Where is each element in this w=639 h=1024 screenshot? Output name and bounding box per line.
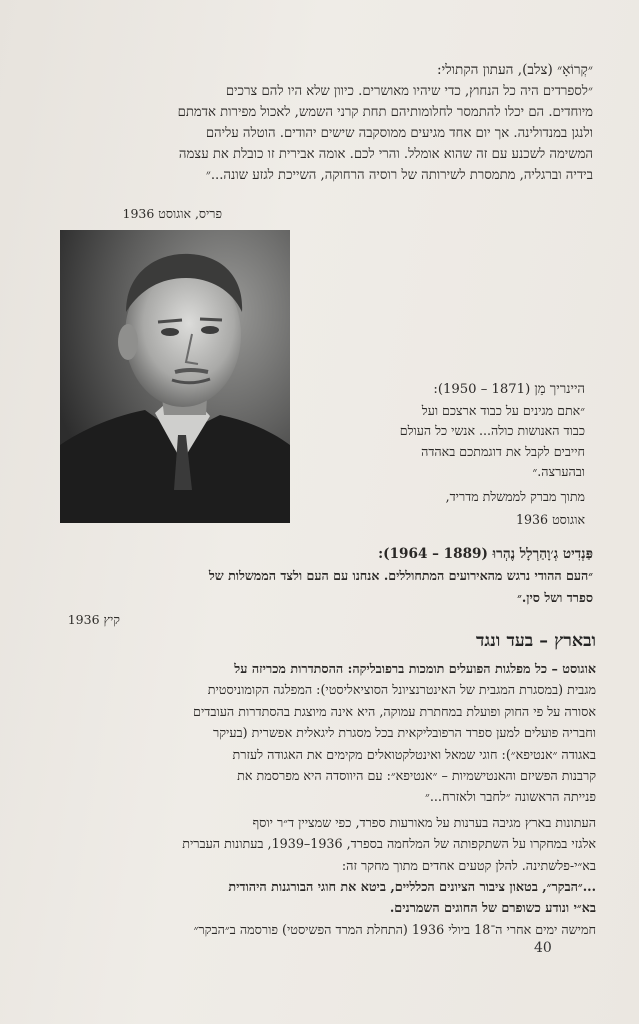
body-line: מגבית (במסגרת המגבית של האינטרנציונל הסוציאליסטי): המפלגה הקומוניסטית	[207, 682, 596, 698]
mann-name: היינריך מַן (1871 – 1950):	[433, 382, 585, 397]
quote-line: בידיה וברגליה, מתמסרת לשירותה של רוסיה הרחוקה, השייכת לגזע שונה...״	[205, 168, 593, 183]
mann-source-date: אוגוסט 1936	[516, 511, 585, 527]
quote-line: ״לספרדים היה כל הנחוץ, כדי שיהיו מאושרים. כיוון שלא היו להם צרכים	[225, 84, 593, 99]
mann-quote-line: ובהערצה.״	[532, 464, 585, 479]
body-line: העתונות בארץ מגיבה בערנות על מאורעות ספרד, כפי שמציין ד״ר יוסף	[252, 814, 596, 830]
quote-line: ולנגן במנדולינה. אך יום אחד מגיעים ממוסקבה שישים יהודים. הוטלה עליהם	[205, 126, 593, 141]
mann-quote-line: כבוד האנושות כולה... אנשי כל העולם	[399, 423, 585, 438]
body-line: אסורה על פי החוק ופועלת במחתרת עמוקה, היא אינה מיוצגת בהסתדרות העובדים	[193, 703, 596, 719]
nehru-name: פַּנְדִיט גְ׳וָהַרְלָל נֶהְרוּ (1889 – 1964):	[378, 546, 593, 562]
quote-heading: ״קְרוֹאָ״ (צלב), העתון הקתולי:	[437, 62, 593, 78]
quote-line: המשימה לשכנע עם זה שהוא אומלל. והרי לכם. אומה אבירית זו כובלת את עצמה	[178, 147, 593, 162]
mann-quote-line: חייבים לקבל את דוגמתכם באהדה	[421, 443, 585, 459]
body-line: באגודה ״אנטיפא״): חוגי שמאל ואינטלקטואלים מקימים את האגודה לעזרת	[232, 746, 596, 762]
section-title: ובארץ – בעד ונגד	[475, 631, 596, 651]
body-line: בא״י-פלשתינה. להלן קטעים אחדים מתוך מחקר זה:	[341, 857, 596, 873]
body-line: אלגזי במחקרו על השתקפותה של המלחמה בספרד, 1936–1939, בעתונות העברית	[182, 836, 596, 852]
body-line: חמישה ימים אחרי ה־18 ביולי 1936 (התחלת המרד הפשיסטי) פורסמה ב״הבקר״	[193, 921, 596, 937]
body-text	[34, 658, 596, 940]
mann-quote-line: ״אתם מגינים על כבוד ארצכם ועל	[421, 402, 585, 418]
nehru-quote-line: ״העם ההודי נרגש מהאירועים המתחוללים. אנחנו עם העם ולצד הממשלות של	[208, 568, 593, 583]
dateline-summer: קיץ 1936	[67, 612, 120, 627]
nehru-quote-block	[36, 543, 593, 609]
portrait-photo	[60, 230, 290, 523]
mann-source: מתוך מברק לממשלת מדריד,	[445, 488, 585, 504]
dateline-paris: פריס, אוגוסט 1936	[122, 206, 222, 221]
body-line: וחבריה פועלים למען ספרד הרפובליקאית בכל מסגרת ליגאלית אפשרית (בעיקר	[213, 725, 596, 741]
nehru-quote-line: ספרד ושל סין.״	[517, 590, 593, 605]
page-number: 40	[534, 940, 552, 956]
body-line: ...״הבקר״, בטאון ציבור הציונים הכלליים, ביטא את חוגי הבורגנות היהודית	[228, 878, 596, 894]
quote-line: מיוחדים. הם יכלו להתמסר לחלומותיהם תחת קרני השמש, לאכול מפירות אדמתם	[177, 105, 593, 120]
body-line: פנייתה הראשונה ״לחבר ולאזרח...״	[425, 789, 596, 805]
quote-block	[40, 60, 593, 186]
body-line: בא״י ונודע כשופרם של החוגים השמרנים.	[389, 900, 596, 916]
body-line: קרבנות הפשיזם והאנטישמיות – ״אנטיפא״: עם היווסדה היא מפרסמת את	[237, 767, 596, 783]
mann-quote-block	[300, 380, 585, 530]
body-line: אוגוסט – כל מפלגות הפועלים תומכות ברפובליקה: ההסתדרות מכריזה על	[234, 661, 596, 676]
